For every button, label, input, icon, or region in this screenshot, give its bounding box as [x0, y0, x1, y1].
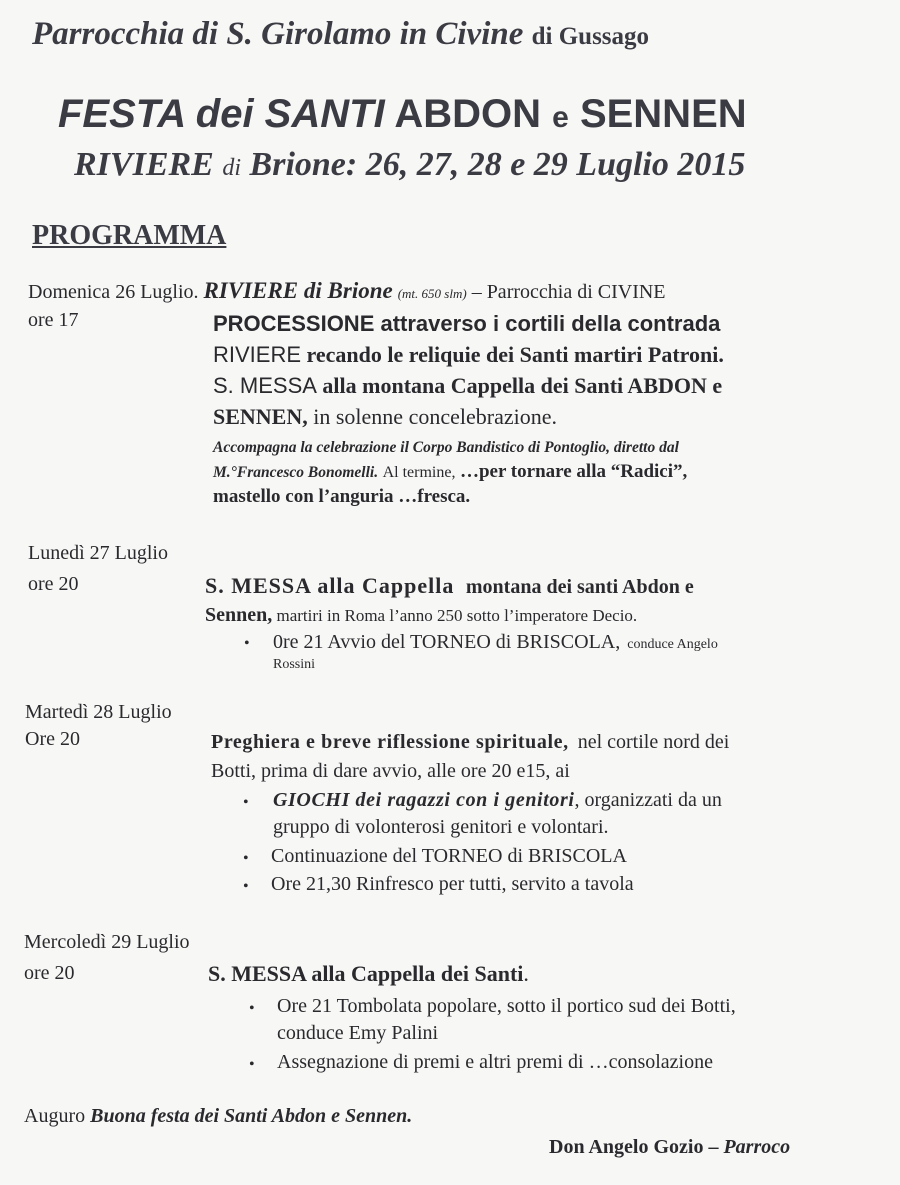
- day2-date: Lunedì 27 Luglio: [28, 542, 168, 564]
- day3-bullet3-dot: •: [243, 878, 249, 895]
- festa-name-abdon: ABDON: [394, 92, 541, 136]
- day3-organizzati: , organizzati da un: [574, 789, 722, 811]
- day3-cortile: nel cortile nord dei: [577, 731, 730, 753]
- day4-bullet1: Ore 21 Tombolata popolare, sotto il portico sud dei Botti,: [277, 995, 736, 1017]
- signature-name: Don Angelo Gozio –: [549, 1136, 719, 1158]
- parish-name: Parrocchia di S. Girolamo in Civine: [32, 16, 524, 52]
- day1-line7: mastello con l’anguria …fresca.: [213, 486, 471, 507]
- day2-martiri: martiri in Roma l’anno 250 sotto l’imperatore Decio.: [276, 606, 638, 625]
- day1-line2: [213, 342, 724, 368]
- day2-time: ore 20: [28, 573, 79, 595]
- day2-bullet1: [273, 631, 718, 654]
- day4-bullet2: Assegnazione di premi e altri premi di …consolazione: [277, 1051, 713, 1073]
- closing-buona-festa: Buona festa dei Santi Abdon e Sennen.: [90, 1105, 413, 1127]
- signature: [549, 1136, 790, 1159]
- festa-prefix: FESTA dei SANTI: [58, 92, 385, 136]
- day1-concelebrazione: in solenne concelebrazione.: [313, 404, 557, 429]
- day1-al-termine: Al termine,: [382, 464, 456, 481]
- day2-sennen: Sennen,: [205, 604, 273, 626]
- day1-bonomelli: M.°Francesco Bonomelli.: [213, 464, 379, 481]
- day1-line1: PROCESSIONE attraverso i cortili della contrada: [213, 311, 721, 336]
- day2-santi: montana dei santi Abdon e: [465, 576, 694, 598]
- day1-date: Domenica 26 Luglio.: [28, 281, 199, 303]
- parish-place: di Gussago: [531, 23, 650, 50]
- day1-heading: [28, 278, 666, 304]
- day3-bullet2: Continuazione del TORNEO di BRISCOLA: [271, 845, 627, 867]
- day3-preghiera: Preghiera e breve riflessione spirituale,: [211, 731, 569, 753]
- day4-time: ore 20: [24, 962, 75, 984]
- day1-place: RIVIERE di Brione: [203, 278, 393, 303]
- day3-bullet1-cont: gruppo di volonterosi genitori e volontari.: [273, 816, 609, 838]
- day1-altitude: (mt. 650 slm): [397, 286, 467, 301]
- day3-giochi: GIOCHI dei ragazzi con i genitori: [273, 789, 575, 811]
- day3-line2: Botti, prima di dare avvio, alle ore 20 e15, ai: [211, 760, 570, 782]
- day4-dot: .: [523, 961, 529, 986]
- day1-messa: S. MESSA: [213, 373, 317, 398]
- festa-dates: [74, 146, 745, 184]
- dates-label: Brione: 26, 27, 28 e 29 Luglio 2015: [249, 146, 746, 183]
- day1-line3: [213, 373, 722, 399]
- day2-conduce: conduce Angelo: [627, 637, 718, 652]
- day1-riviere: RIVIERE: [213, 342, 302, 367]
- festa-name-sennen: SENNEN: [579, 92, 747, 136]
- closing-wish: [24, 1105, 412, 1128]
- parish-title: [32, 16, 649, 53]
- day1-radici: …per tornare alla “Radici”,: [459, 461, 688, 482]
- day3-bullet3: Ore 21,30 Rinfresco per tutti, servito a tavola: [271, 873, 634, 895]
- festa-conjunction: e: [552, 101, 569, 134]
- day3-bullet1: [273, 789, 722, 812]
- day1-parish: – Parrocchia di CIVINE: [471, 281, 666, 303]
- day3-date: Martedì 28 Luglio: [25, 701, 172, 723]
- day2-line2: [205, 604, 637, 627]
- programma-heading: PROGRAMMA: [32, 220, 227, 251]
- day1-line6: [213, 461, 687, 483]
- day4-bullet1-cont: conduce Emy Palini: [277, 1022, 439, 1044]
- day4-messa: S. MESSA alla Cappella dei Santi: [208, 961, 524, 986]
- day2-line1: [205, 573, 694, 599]
- day1-line4: [213, 404, 557, 430]
- day1-line5: Accompagna la celebrazione il Corpo Bandistico di Pontoglio, diretto dal: [213, 439, 679, 456]
- day3-bullet2-dot: •: [243, 850, 249, 867]
- day2-torneo: 0re 21 Avvio del TORNEO di BRISCOLA,: [273, 631, 621, 653]
- signature-role: Parroco: [723, 1136, 791, 1158]
- closing-auguro: Auguro: [24, 1105, 86, 1127]
- day4-bullet2-dot: •: [249, 1056, 255, 1073]
- day1-reliquie: recando le reliquie dei Santi martiri Patroni.: [306, 342, 724, 367]
- riviere-label: RIVIERE: [74, 146, 214, 183]
- day3-time: Ore 20: [25, 728, 80, 750]
- festa-title: [58, 92, 747, 137]
- day2-bullet1-dot: •: [244, 635, 250, 652]
- day1-time: ore 17: [28, 309, 79, 331]
- di-label: di: [222, 155, 242, 181]
- day3-line1: [211, 731, 729, 754]
- day2-messa: S. MESSA alla Cappella: [205, 573, 455, 598]
- day4-line1: [208, 961, 529, 987]
- day1-cappella: alla montana Cappella dei Santi ABDON e: [322, 373, 723, 398]
- day1-sennen: SENNEN,: [213, 404, 308, 429]
- day4-date: Mercoledì 29 Luglio: [24, 931, 190, 953]
- day3-bullet1-dot: •: [243, 794, 249, 811]
- day4-bullet1-dot: •: [249, 1000, 255, 1017]
- day2-bullet1-cont: Rossini: [273, 657, 316, 672]
